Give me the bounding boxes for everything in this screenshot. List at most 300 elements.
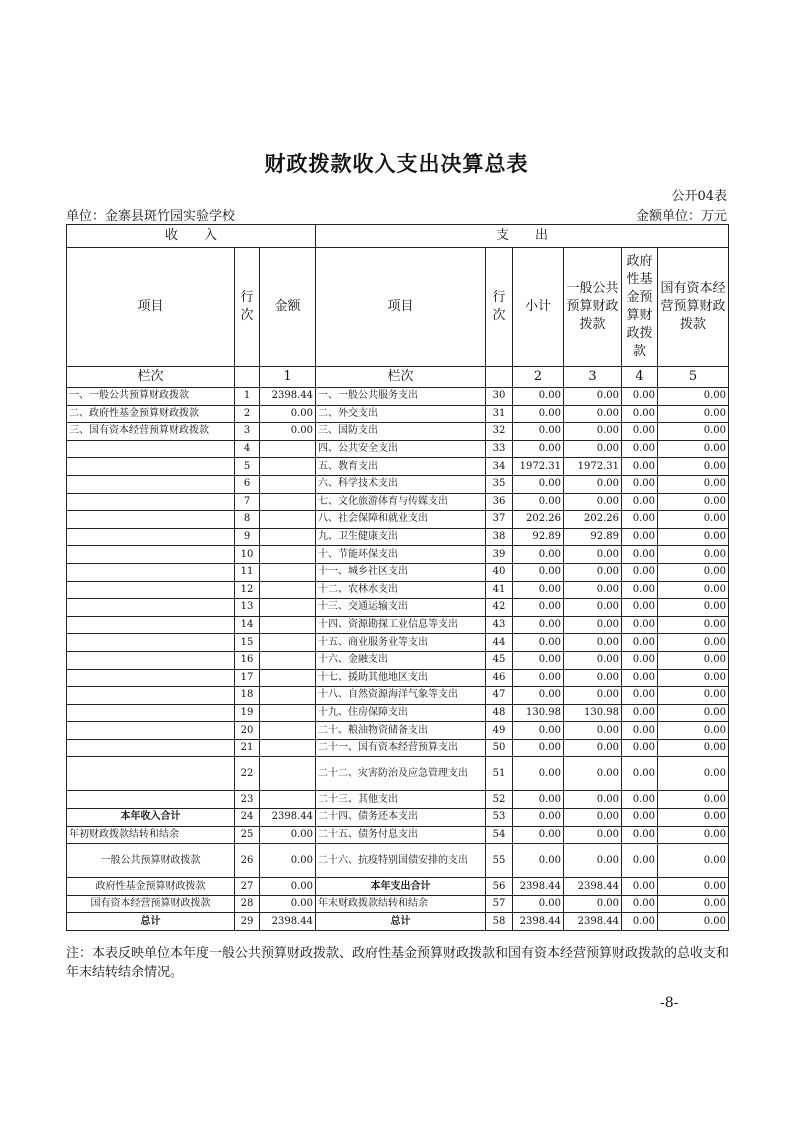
income-line-cell: 28: [235, 895, 260, 913]
table-row: [67, 844, 729, 878]
general-budget-cell: 0.00: [564, 669, 622, 687]
income-line-cell: 2: [235, 405, 260, 423]
subtotal-cell: 0.00: [513, 722, 564, 740]
fund-budget-cell: 0.00: [622, 563, 658, 581]
income-line-cell: 27: [235, 878, 260, 896]
table-row: [67, 581, 729, 599]
expense-line-cell: 33: [486, 440, 513, 458]
column-number: 1: [260, 367, 316, 388]
income-amount-cell: [260, 563, 316, 581]
general-budget-cell: 130.98: [564, 704, 622, 722]
income-line-cell: 13: [235, 599, 260, 617]
income-item-cell: 政府性基金预算财政拨款: [67, 878, 235, 896]
state-capital-cell: 0.00: [658, 651, 729, 669]
expense-line-cell: 49: [486, 722, 513, 740]
state-capital-cell: 0.00: [658, 475, 729, 493]
column-number: 3: [564, 367, 622, 388]
general-budget-cell: 0.00: [564, 493, 622, 511]
state-capital-cell: 0.00: [658, 423, 729, 441]
expense-line-cell: 41: [486, 581, 513, 599]
fund-budget-cell: 0.00: [622, 528, 658, 546]
expense-item-cell: 二十三、其他支出: [316, 791, 486, 809]
state-capital-cell: 0.00: [658, 493, 729, 511]
income-amount-cell: [260, 493, 316, 511]
income-item-cell: [67, 563, 235, 581]
fund-budget-cell: 0.00: [622, 722, 658, 740]
income-amount-cell: [260, 528, 316, 546]
income-line-cell: 12: [235, 581, 260, 599]
subtotal-cell: 0.00: [513, 844, 564, 878]
state-capital-cell: 0.00: [658, 405, 729, 423]
income-amount-cell: [260, 458, 316, 476]
expense-line-cell: 36: [486, 493, 513, 511]
form-number: 公开04表: [671, 189, 727, 204]
general-budget-cell: 0.00: [564, 687, 622, 705]
income-line-cell: 17: [235, 669, 260, 687]
page-title: 财政拨款收入支出决算总表: [264, 151, 529, 176]
column-number: 5: [658, 367, 729, 388]
general-budget-cell: 92.89: [564, 528, 622, 546]
column-number: 4: [622, 367, 658, 388]
income-line-cell: 15: [235, 634, 260, 652]
subtotal-cell: 2398.44: [513, 913, 564, 931]
fund-budget-cell: 0.00: [622, 704, 658, 722]
income-item-cell: [67, 791, 235, 809]
fund-budget-cell: 0.00: [622, 844, 658, 878]
table-row: [67, 669, 729, 687]
subtotal-cell: 0.00: [513, 440, 564, 458]
expense-line-cell: 52: [486, 791, 513, 809]
general-budget-cell: 0.00: [564, 616, 622, 634]
income-amount-cell: [260, 739, 316, 757]
income-line-cell: 6: [235, 475, 260, 493]
state-capital-cell: 0.00: [658, 546, 729, 564]
fund-budget-cell: 0.00: [622, 616, 658, 634]
general-budget-cell: 2398.44: [564, 913, 622, 931]
expense-line-cell: 34: [486, 458, 513, 476]
income-amount-cell: 0.00: [260, 423, 316, 441]
income-item-cell: [67, 704, 235, 722]
subtotal-cell: 0.00: [513, 826, 564, 844]
income-item-cell: [67, 599, 235, 617]
fund-budget-cell: 0.00: [622, 895, 658, 913]
expense-item-cell: 十九、住房保障支出: [316, 704, 486, 722]
expense-line-cell: 44: [486, 634, 513, 652]
table-row: [67, 809, 729, 827]
income-amount-cell: [260, 616, 316, 634]
expense-line-cell: 57: [486, 895, 513, 913]
general-budget-cell: 2398.44: [564, 878, 622, 896]
fund-budget-cell: 0.00: [622, 669, 658, 687]
state-capital-cell: 0.00: [658, 791, 729, 809]
income-item-cell: 年初财政拨款结转和结余: [67, 826, 235, 844]
expense-item-cell: 总计: [316, 913, 486, 931]
income-line-cell: 23: [235, 791, 260, 809]
table-row: [67, 493, 729, 511]
income-amount-cell: [260, 757, 316, 791]
expense-item-cell: 十六、金融支出: [316, 651, 486, 669]
income-line-cell: 4: [235, 440, 260, 458]
table-row: [67, 388, 729, 406]
income-line-cell: 14: [235, 616, 260, 634]
state-capital-cell: 0.00: [658, 528, 729, 546]
expense-line-cell: 51: [486, 757, 513, 791]
column-number-label: 栏次: [67, 367, 235, 388]
income-item-cell: [67, 669, 235, 687]
income-line-cell: 8: [235, 511, 260, 529]
header-row-columns: [67, 248, 729, 367]
subtotal-cell: 92.89: [513, 528, 564, 546]
subtotal-cell: 0.00: [513, 546, 564, 564]
table-row: [67, 511, 729, 529]
general-budget-cell: 0.00: [564, 599, 622, 617]
table-row: [67, 475, 729, 493]
table-row: [67, 913, 729, 931]
income-line-cell: 22: [235, 757, 260, 791]
expense-item-header: 项目: [316, 248, 486, 367]
subtotal-cell: 0.00: [513, 669, 564, 687]
general-budget-cell: 0.00: [564, 895, 622, 913]
income-line-cell: 5: [235, 458, 260, 476]
income-item-cell: [67, 722, 235, 740]
table-row: [67, 895, 729, 913]
expense-line-cell: 55: [486, 844, 513, 878]
income-amount-cell: 0.00: [260, 405, 316, 423]
table-row: [67, 546, 729, 564]
table-row: [67, 440, 729, 458]
income-line-cell: 26: [235, 844, 260, 878]
state-capital-cell: 0.00: [658, 826, 729, 844]
expense-item-cell: 十七、援助其他地区支出: [316, 669, 486, 687]
general-budget-header: 一般公共预算财政拨款: [564, 248, 622, 367]
table-row: [67, 826, 729, 844]
expense-line-cell: 32: [486, 423, 513, 441]
expense-item-cell: 十八、自然资源海洋气象等支出: [316, 687, 486, 705]
fund-budget-cell: 0.00: [622, 687, 658, 705]
income-line-cell: 19: [235, 704, 260, 722]
column-number-blank: [486, 367, 513, 388]
table-row: [67, 458, 729, 476]
expense-item-cell: 七、文化旅游体育与传媒支出: [316, 493, 486, 511]
fund-budget-cell: 0.00: [622, 739, 658, 757]
expense-line-cell: 31: [486, 405, 513, 423]
income-line-cell: 16: [235, 651, 260, 669]
income-amount-cell: 2398.44: [260, 913, 316, 931]
subtotal-cell: 1972.31: [513, 458, 564, 476]
income-item-cell: 本年收入合计: [67, 809, 235, 827]
income-item-cell: [67, 458, 235, 476]
state-capital-cell: 0.00: [658, 599, 729, 617]
income-item-cell: [67, 511, 235, 529]
expense-item-cell: 十一、城乡社区支出: [316, 563, 486, 581]
income-item-cell: [67, 687, 235, 705]
column-number-blank: [235, 367, 260, 388]
expense-line-cell: 58: [486, 913, 513, 931]
expense-item-cell: 二十二、灾害防治及应急管理支出: [316, 757, 486, 791]
state-capital-cell: 0.00: [658, 844, 729, 878]
expense-item-cell: 二、外交支出: [316, 405, 486, 423]
expense-line-header: 行 次: [486, 248, 513, 367]
subtotal-cell: 2398.44: [513, 878, 564, 896]
income-item-cell: 一般公共预算财政拨款: [67, 844, 235, 878]
table-row: [67, 757, 729, 791]
state-capital-cell: 0.00: [658, 388, 729, 406]
expense-item-cell: 三、国防支出: [316, 423, 486, 441]
subtotal-cell: 130.98: [513, 704, 564, 722]
table-row: [67, 528, 729, 546]
table-row: [67, 722, 729, 740]
expense-item-cell: 二十五、债务付息支出: [316, 826, 486, 844]
state-capital-cell: 0.00: [658, 739, 729, 757]
general-budget-cell: 0.00: [564, 791, 622, 809]
income-item-cell: 三、国有资本经营预算财政拨款: [67, 423, 235, 441]
income-line-cell: 3: [235, 423, 260, 441]
income-section-header: 收 入: [67, 225, 316, 248]
subtotal-cell: 0.00: [513, 809, 564, 827]
income-amount-cell: [260, 440, 316, 458]
income-amount-cell: [260, 511, 316, 529]
expense-line-cell: 42: [486, 599, 513, 617]
income-item-cell: [67, 475, 235, 493]
general-budget-cell: 0.00: [564, 651, 622, 669]
expense-line-cell: 56: [486, 878, 513, 896]
expense-line-cell: 37: [486, 511, 513, 529]
subtotal-cell: 0.00: [513, 651, 564, 669]
state-capital-cell: 0.00: [658, 669, 729, 687]
fund-budget-cell: 0.00: [622, 809, 658, 827]
expense-item-cell: 二十四、债务还本支出: [316, 809, 486, 827]
general-budget-cell: 1972.31: [564, 458, 622, 476]
income-item-cell: 国有资本经营预算财政拨款: [67, 895, 235, 913]
subtotal-cell: 0.00: [513, 563, 564, 581]
expense-item-cell: 十、节能环保支出: [316, 546, 486, 564]
state-capital-cell: 0.00: [658, 704, 729, 722]
expense-item-cell: 年末财政拨款结转和结余: [316, 895, 486, 913]
expense-line-cell: 30: [486, 388, 513, 406]
subtotal-cell: 0.00: [513, 493, 564, 511]
footnote: 注：本表反映单位本年度一般公共预算财政拨款、政府性基金预算财政拨款和国有资本经营预算财政拨款的总收支和年末结转结余情况。: [66, 946, 730, 980]
expense-line-cell: 40: [486, 563, 513, 581]
income-amount-cell: [260, 791, 316, 809]
state-capital-cell: 0.00: [658, 581, 729, 599]
fund-budget-cell: 0.00: [622, 511, 658, 529]
expense-line-cell: 35: [486, 475, 513, 493]
income-amount-cell: 0.00: [260, 895, 316, 913]
income-amount-cell: 0.00: [260, 844, 316, 878]
income-line-cell: 20: [235, 722, 260, 740]
state-capital-cell: 0.00: [658, 895, 729, 913]
income-item-cell: [67, 651, 235, 669]
income-item-cell: [67, 528, 235, 546]
expense-item-cell: 十四、资源勘探工业信息等支出: [316, 616, 486, 634]
table-row: [67, 599, 729, 617]
fund-budget-cell: 0.00: [622, 440, 658, 458]
subtotal-cell: 0.00: [513, 475, 564, 493]
table-row: [67, 739, 729, 757]
income-amount-cell: [260, 581, 316, 599]
income-line-cell: 11: [235, 563, 260, 581]
fund-budget-cell: 0.00: [622, 458, 658, 476]
expense-line-cell: 43: [486, 616, 513, 634]
general-budget-cell: 0.00: [564, 826, 622, 844]
income-amount-cell: 0.00: [260, 878, 316, 896]
column-number-row: [67, 367, 729, 388]
subtotal-cell: 0.00: [513, 895, 564, 913]
state-capital-cell: 0.00: [658, 440, 729, 458]
expense-item-cell: 十五、商业服务业等支出: [316, 634, 486, 652]
expense-section-header: 支 出: [316, 225, 729, 248]
money-unit-label: 金额单位：万元: [635, 209, 727, 224]
general-budget-cell: 0.00: [564, 546, 622, 564]
expense-item-cell: 八、社会保障和就业支出: [316, 511, 486, 529]
subtotal-header: 小计: [513, 248, 564, 367]
income-line-header: 行 次: [235, 248, 260, 367]
fund-budget-header: 政府性基金预算财政拨款: [622, 248, 658, 367]
expense-line-cell: 48: [486, 704, 513, 722]
income-amount-cell: 2398.44: [260, 388, 316, 406]
expense-item-cell: 五、教育支出: [316, 458, 486, 476]
general-budget-cell: 0.00: [564, 581, 622, 599]
general-budget-cell: 0.00: [564, 563, 622, 581]
subtotal-cell: 0.00: [513, 388, 564, 406]
fund-budget-cell: 0.00: [622, 791, 658, 809]
subtotal-cell: 0.00: [513, 616, 564, 634]
expense-item-cell: 九、卫生健康支出: [316, 528, 486, 546]
fund-budget-cell: 0.00: [622, 423, 658, 441]
income-line-cell: 1: [235, 388, 260, 406]
expense-item-cell: 四、公共安全支出: [316, 440, 486, 458]
general-budget-cell: 0.00: [564, 423, 622, 441]
general-budget-cell: 0.00: [564, 809, 622, 827]
expense-item-cell: 二十一、国有资本经营预算支出: [316, 739, 486, 757]
income-item-cell: [67, 634, 235, 652]
expense-item-cell: 十三、交通运输支出: [316, 599, 486, 617]
general-budget-cell: 0.00: [564, 440, 622, 458]
income-line-cell: 18: [235, 687, 260, 705]
income-amount-cell: [260, 546, 316, 564]
expense-line-cell: 46: [486, 669, 513, 687]
expense-line-cell: 50: [486, 739, 513, 757]
table-row: [67, 616, 729, 634]
table-row: [67, 791, 729, 809]
income-amount-cell: [260, 669, 316, 687]
income-item-cell: [67, 440, 235, 458]
unit-label: 单位：金寨县斑竹园实验学校: [66, 209, 236, 224]
income-item-cell: [67, 739, 235, 757]
income-item-header: 项目: [67, 248, 235, 367]
income-line-cell: 29: [235, 913, 260, 931]
income-line-cell: 9: [235, 528, 260, 546]
subtotal-cell: 0.00: [513, 599, 564, 617]
general-budget-cell: 0.00: [564, 388, 622, 406]
subtotal-cell: 0.00: [513, 739, 564, 757]
state-capital-cell: 0.00: [658, 634, 729, 652]
income-amount-cell: [260, 599, 316, 617]
income-amount-cell: [260, 475, 316, 493]
fund-budget-cell: 0.00: [622, 599, 658, 617]
general-budget-cell: 0.00: [564, 844, 622, 878]
expense-item-cell: 十二、农林水支出: [316, 581, 486, 599]
fund-budget-cell: 0.00: [622, 405, 658, 423]
table-row: [67, 423, 729, 441]
income-amount-cell: [260, 722, 316, 740]
table-row: [67, 704, 729, 722]
income-amount-cell: [260, 704, 316, 722]
fund-budget-cell: 0.00: [622, 475, 658, 493]
state-capital-cell: 0.00: [658, 722, 729, 740]
fund-budget-cell: 0.00: [622, 878, 658, 896]
fund-budget-cell: 0.00: [622, 493, 658, 511]
expense-line-cell: 53: [486, 809, 513, 827]
income-line-cell: 10: [235, 546, 260, 564]
income-line-cell: 21: [235, 739, 260, 757]
income-item-cell: [67, 493, 235, 511]
income-amount-cell: 0.00: [260, 826, 316, 844]
column-number-label: 栏次: [316, 367, 486, 388]
state-capital-cell: 0.00: [658, 563, 729, 581]
state-capital-cell: 0.00: [658, 458, 729, 476]
expense-item-cell: 一、一般公共服务支出: [316, 388, 486, 406]
expense-line-cell: 45: [486, 651, 513, 669]
table-row: [67, 405, 729, 423]
table-row: [67, 651, 729, 669]
subtotal-cell: 0.00: [513, 581, 564, 599]
fund-budget-cell: 0.00: [622, 388, 658, 406]
state-capital-cell: 0.00: [658, 757, 729, 791]
table-row: [67, 563, 729, 581]
subtotal-cell: 0.00: [513, 791, 564, 809]
expense-line-cell: 54: [486, 826, 513, 844]
state-capital-cell: 0.00: [658, 687, 729, 705]
column-number: 2: [513, 367, 564, 388]
expense-item-cell: 六、科学技术支出: [316, 475, 486, 493]
income-amount-cell: [260, 634, 316, 652]
income-amount-cell: [260, 651, 316, 669]
income-line-cell: 25: [235, 826, 260, 844]
fund-budget-cell: 0.00: [622, 581, 658, 599]
income-item-cell: [67, 757, 235, 791]
fund-budget-cell: 0.00: [622, 757, 658, 791]
general-budget-cell: 0.00: [564, 405, 622, 423]
subtotal-cell: 0.00: [513, 687, 564, 705]
income-item-cell: [67, 616, 235, 634]
expense-line-cell: 38: [486, 528, 513, 546]
fund-budget-cell: 0.00: [622, 634, 658, 652]
general-budget-cell: 0.00: [564, 722, 622, 740]
state-capital-cell: 0.00: [658, 878, 729, 896]
state-capital-cell: 0.00: [658, 511, 729, 529]
page-number: -8-: [660, 995, 679, 1011]
expense-item-cell: 本年支出合计: [316, 878, 486, 896]
fund-budget-cell: 0.00: [622, 546, 658, 564]
general-budget-cell: 0.00: [564, 634, 622, 652]
state-capital-header: 国有资本经营预算财政拨款: [658, 248, 729, 367]
income-item-cell: [67, 546, 235, 564]
income-item-cell: [67, 581, 235, 599]
subtotal-cell: 0.00: [513, 634, 564, 652]
general-budget-cell: 202.26: [564, 511, 622, 529]
fund-budget-cell: 0.00: [622, 651, 658, 669]
income-amount-header: 金额: [260, 248, 316, 367]
state-capital-cell: 0.00: [658, 913, 729, 931]
income-line-cell: 24: [235, 809, 260, 827]
subtotal-cell: 202.26: [513, 511, 564, 529]
header-row-sections: [67, 225, 729, 248]
fund-budget-cell: 0.00: [622, 826, 658, 844]
table-row: [67, 687, 729, 705]
expense-item-cell: 二十六、抗疫特别国债安排的支出: [316, 844, 486, 878]
subtotal-cell: 0.00: [513, 757, 564, 791]
